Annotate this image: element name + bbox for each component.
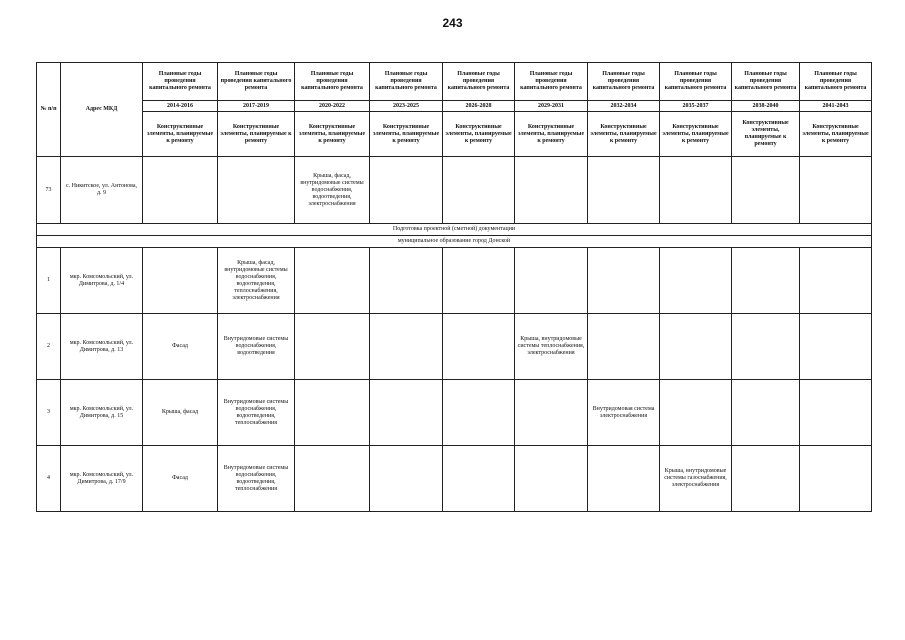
period-header: 2041-2043	[800, 101, 872, 112]
table-row	[37, 314, 872, 380]
elements-header: Конструктивные элементы, планируемые к ремонту	[515, 112, 588, 157]
row-cell	[588, 446, 660, 512]
row-cell: Крыша, внутридомовые системы теплоснабжения, электроснабжения	[515, 314, 588, 380]
section-row	[37, 224, 872, 236]
period-header: 2020-2022	[295, 101, 370, 112]
row-cell	[588, 157, 660, 224]
row-cell	[443, 248, 515, 314]
table-row	[37, 380, 872, 446]
elements-header: Конструктивные элементы, планируемые к ремонту	[800, 112, 872, 157]
row-cell	[800, 446, 872, 512]
elements-header: Конструктивные элементы, планируемые к ремонту	[143, 112, 218, 157]
row-cell	[143, 248, 218, 314]
section-row	[37, 236, 872, 248]
elements-header: Конструктивные элементы, планируемые к ремонту	[295, 112, 370, 157]
period-header: 2017-2019	[218, 101, 295, 112]
row-cell: Внутридомовые системы водоснабжения, водоотведения, теплоснабжения	[218, 380, 295, 446]
section-title: муниципальное образование город Донской	[37, 236, 872, 248]
period-header: 2038-2040	[732, 101, 800, 112]
row-cell: Фасад	[143, 314, 218, 380]
period-header: 2035-2037	[660, 101, 732, 112]
years-header: Плановые годы проведения капитального ремонта	[732, 63, 800, 101]
row-address: мкр. Комсомольский, ул. Димитрова, д. 15	[61, 380, 143, 446]
address-header: Адрес МКД	[61, 63, 143, 157]
row-number: 1	[37, 248, 61, 314]
row-cell	[660, 380, 732, 446]
row-cell	[370, 248, 443, 314]
page-number: 243	[442, 16, 463, 30]
row-cell	[295, 314, 370, 380]
years-header: Плановые годы проведения капитального ремонта	[295, 63, 370, 101]
row-cell: Внутридомовые системы водоснабжения, водоотведения, теплоснабжения	[218, 446, 295, 512]
row-cell	[295, 248, 370, 314]
elements-header: Конструктивные элементы, планируемые к ремонту	[218, 112, 295, 157]
years-header: Плановые годы проведения капитального ремонта	[515, 63, 588, 101]
row-cell	[295, 380, 370, 446]
row-cell: Крыша, фасад, внутридомовые системы водоснабжения, водоотведения, теплоснабжения, электроснабжения	[218, 248, 295, 314]
row-cell	[443, 157, 515, 224]
row-cell	[588, 314, 660, 380]
row-cell	[218, 157, 295, 224]
table-row	[37, 446, 872, 512]
row-cell: Фасад	[143, 446, 218, 512]
row-cell	[515, 380, 588, 446]
row-cell	[515, 157, 588, 224]
years-header: Плановые годы проведения капитального ремонта	[143, 63, 218, 101]
row-cell	[370, 446, 443, 512]
row-cell	[800, 380, 872, 446]
row-address: с. Никитское, ул. Антонова, д. 9	[61, 157, 143, 224]
elements-header: Конструктивные элементы, планируемые к ремонту	[660, 112, 732, 157]
row-cell	[732, 248, 800, 314]
period-header: 2032-2034	[588, 101, 660, 112]
elements-header: Конструктивные элементы, планируемые к ремонту	[732, 112, 800, 157]
row-cell	[800, 314, 872, 380]
years-header: Плановые годы проведения капитального ремонта	[218, 63, 295, 101]
row-cell	[143, 157, 218, 224]
period-header: 2029-2031	[515, 101, 588, 112]
years-header: Плановые годы проведения капитального ремонта	[800, 63, 872, 101]
capital-repair-table	[36, 62, 872, 512]
row-address: мкр. Комсомольский, ул. Димитрова, д. 1/4	[61, 248, 143, 314]
row-cell	[660, 314, 732, 380]
elements-header: Конструктивные элементы, планируемые к ремонту	[443, 112, 515, 157]
period-header: 2014-2016	[143, 101, 218, 112]
row-cell	[443, 314, 515, 380]
years-header: Плановые годы проведения капитального ремонта	[370, 63, 443, 101]
row-cell: Внутридомовые системы водоснабжения, водоотведения	[218, 314, 295, 380]
row-cell	[660, 157, 732, 224]
row-cell	[800, 157, 872, 224]
table-row	[37, 248, 872, 314]
header-row-elements	[37, 112, 872, 157]
row-cell	[588, 248, 660, 314]
row-cell: Крыша, фасад	[143, 380, 218, 446]
row-cell	[732, 446, 800, 512]
row-cell	[370, 380, 443, 446]
header-row-years	[37, 63, 872, 101]
row-cell	[732, 314, 800, 380]
row-cell	[732, 380, 800, 446]
row-number: 3	[37, 380, 61, 446]
section-title: Подготовка проектной (сметной) документации	[37, 224, 872, 236]
row-address: мкр. Комсомольский, ул. Димитрова, д. 17/9	[61, 446, 143, 512]
period-header: 2023-2025	[370, 101, 443, 112]
row-cell: Крыша, внутридомовые системы газоснабжения, электроснабжения	[660, 446, 732, 512]
period-header: 2026-2028	[443, 101, 515, 112]
row-cell	[732, 157, 800, 224]
row-number: 4	[37, 446, 61, 512]
header-row-periods	[37, 101, 872, 112]
years-header: Плановые годы проведения капитального ремонта	[443, 63, 515, 101]
row-cell	[443, 446, 515, 512]
table-row	[37, 157, 872, 224]
elements-header: Конструктивные элементы, планируемые к ремонту	[370, 112, 443, 157]
years-header: Плановые годы проведения капитального ремонта	[588, 63, 660, 101]
row-cell	[800, 248, 872, 314]
row-cell	[295, 446, 370, 512]
years-header: Плановые годы проведения капитального ремонта	[660, 63, 732, 101]
row-number: 73	[37, 157, 61, 224]
row-cell	[370, 157, 443, 224]
row-cell	[660, 248, 732, 314]
row-address: мкр. Комсомольский, ул. Димитрова, д. 13	[61, 314, 143, 380]
row-cell	[515, 446, 588, 512]
row-number: 2	[37, 314, 61, 380]
row-cell	[443, 380, 515, 446]
row-cell	[515, 248, 588, 314]
row-cell: Крыша, фасад, внутридомовые системы водоснабжения, водоотведения, электроснабжения	[295, 157, 370, 224]
row-cell: Внутридомовая система электроснабжения	[588, 380, 660, 446]
num-header: № п/п	[37, 63, 61, 157]
elements-header: Конструктивные элементы, планируемые к ремонту	[588, 112, 660, 157]
row-cell	[370, 314, 443, 380]
